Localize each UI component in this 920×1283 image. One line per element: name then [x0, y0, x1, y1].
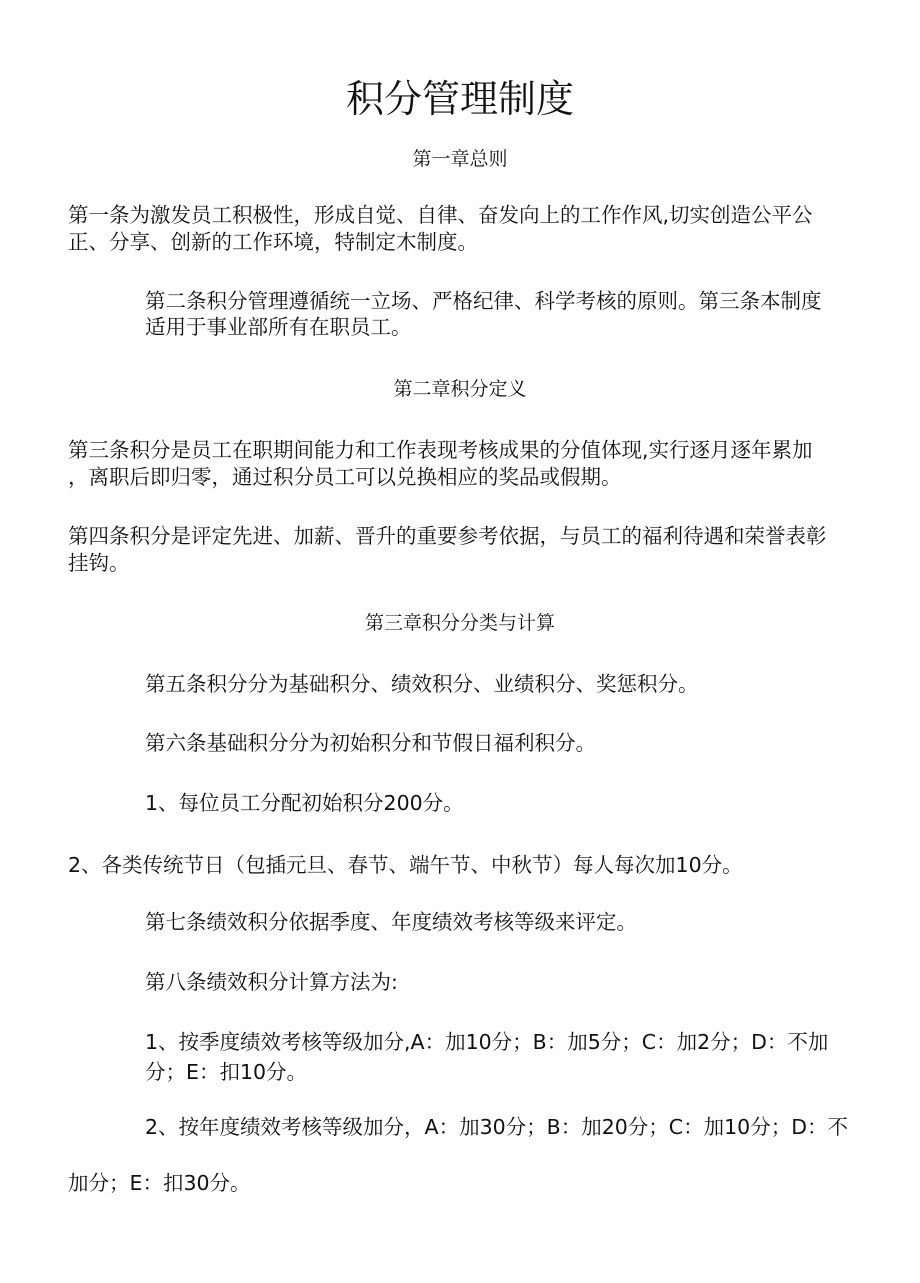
- paragraph-line: 适用于事业部所有在职员工。: [145, 315, 412, 339]
- paragraph-line: 1、按季度绩效考核等级加分,A：加10分；B：加5分；C：加2分；D：不加: [145, 1030, 829, 1054]
- paragraph-line: 第三条积分是员工在职期间能力和工作表现考核成果的分值体现,实行逐月逐年累加: [68, 438, 813, 462]
- paragraph-line: 第六条基础积分分为初始积分和节假日福利积分。: [145, 731, 596, 755]
- chapter-heading: 第一章总则: [412, 148, 508, 170]
- paragraph-line: 第八条绩效积分计算方法为:: [145, 970, 398, 994]
- document-title: 积分管理制度: [345, 77, 574, 121]
- chapter-heading: 第三章积分分类与计算: [364, 612, 555, 634]
- paragraph-line: 2、按年度绩效考核等级加分，A：加30分；B：加20分；C：加10分；D：不: [145, 1115, 848, 1139]
- paragraph-line: 1、每位员工分配初始积分200分。: [145, 791, 464, 815]
- paragraph-line: 2、各类传统节日（包插元旦、春节、端午节、中秋节）每人每次加10分。: [68, 853, 743, 877]
- paragraph-line: ，离职后即归零，通过积分员工可以兑换相应的奖品或假期。: [68, 465, 622, 489]
- paragraph-line: 第二条积分管理遵循统一立场、严格纪律、科学考核的原则。第三条本制度: [145, 289, 822, 313]
- paragraph-line: 分；E：扣10分。: [145, 1060, 308, 1084]
- paragraph-line: 正、分享、创新的工作环境，特制定木制度。: [68, 230, 478, 254]
- paragraph-line: 挂钩。: [68, 551, 130, 575]
- paragraph-line: 第五条积分分为基础积分、绩效积分、业绩积分、奖惩积分。: [145, 672, 699, 696]
- paragraph-line: 第一条为激发员工积极性，形成自觉、自律、奋发向上的工作作风,切实创造公平公: [68, 203, 813, 227]
- paragraph-line: 第四条积分是评定先进、加薪、晋升的重要参考依据，与员工的福利待遇和荣誉表彰: [68, 524, 827, 548]
- paragraph-line: 加分；E：扣30分。: [68, 1171, 251, 1195]
- chapter-heading: 第二章积分定义: [393, 378, 527, 400]
- paragraph-line: 第七条绩效积分依据季度、年度绩效考核等级来评定。: [145, 910, 637, 934]
